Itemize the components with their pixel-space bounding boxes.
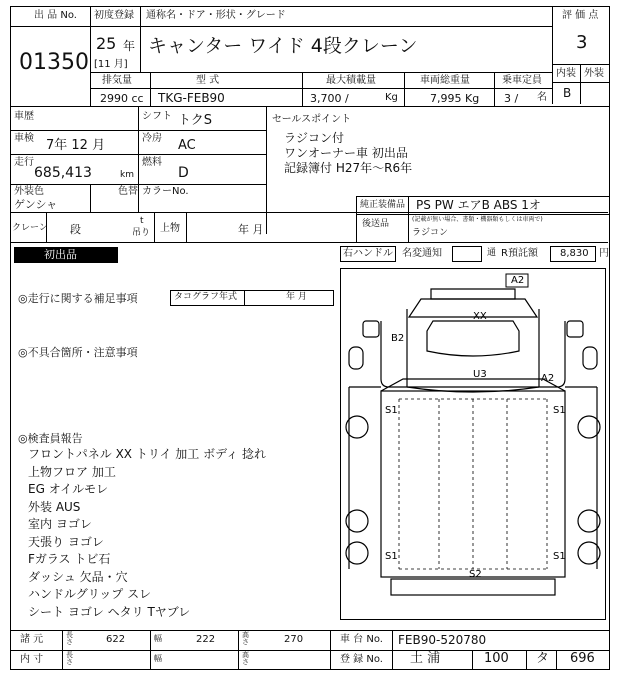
inspector-line: 天張り ヨゴレ	[28, 534, 104, 549]
reg-number: 696	[570, 651, 595, 666]
damage-diagram	[340, 268, 606, 620]
inspector-line: 上物フロア 加工	[28, 464, 116, 479]
mileage-value: 685,413	[34, 165, 92, 181]
reg-year: 25	[96, 34, 117, 53]
truck-diagram-svg	[341, 269, 605, 619]
reg-month: [11 月]	[94, 59, 128, 70]
inspector-line: EG オイルモレ	[28, 482, 109, 496]
interior-grade: B	[563, 86, 572, 100]
inspector-line: ダッシュ 欠品・穴	[28, 569, 128, 584]
diagram-mark: S1	[553, 405, 566, 416]
fuel-value: D	[178, 165, 189, 181]
sales-line: ワンオーナー車 初出品	[284, 146, 408, 160]
crane-t: t	[140, 216, 144, 226]
year-unit: 年	[123, 39, 136, 53]
diagram-mark: S1	[385, 551, 398, 562]
crane-hang: 吊り	[132, 228, 151, 238]
chassis-label: 車 台 No.	[340, 634, 383, 645]
ac-value: AC	[178, 138, 196, 153]
reg-class: 100	[484, 651, 509, 666]
load-value: 3,700 /	[310, 92, 349, 105]
weight-label: 車両総重量	[420, 75, 470, 86]
capacity-value: 3 /	[504, 92, 519, 105]
sales-line: 記録簿付 H27年～R6年	[284, 161, 413, 175]
dimensions-label: 諸 元	[20, 634, 44, 645]
inspector-line: シート ヨゴレ ヘタリ Tヤブレ	[28, 604, 191, 619]
diagram-mark: U3	[473, 369, 487, 380]
inspection-value: 7年 12 月	[46, 138, 106, 153]
lot-label: 出 品 No.	[34, 10, 77, 21]
aftermarket-label: 後送品	[362, 219, 390, 229]
height-value: 270	[284, 634, 304, 645]
color-label: 外装色	[14, 186, 44, 197]
aftermarket-value: ラジコン	[412, 228, 449, 238]
load-unit: Kg	[385, 92, 398, 103]
crane-dan: 段	[70, 223, 81, 236]
r-deposit-label: R預託額	[501, 248, 538, 259]
diagram-mark: B2	[391, 333, 405, 344]
upper-ym: 年 月	[238, 223, 264, 236]
reg-kana: タ	[536, 651, 550, 666]
load-label: 最大積載量	[326, 75, 376, 86]
aftermarket-note: (記載が無い場合、書類・機器類もしくは車両で)	[412, 216, 543, 223]
inspector-line: Fガラス トビ石	[28, 552, 111, 566]
name-label: 通称名・ドア・形状・グレード	[146, 10, 286, 21]
tachograph-ym: 年 月	[286, 292, 307, 302]
defect-title: ◎不具合箇所・注意事項	[18, 346, 138, 359]
weight-value: 7,995 Kg	[430, 92, 480, 105]
supplement-title: ◎走行に関する補足事項	[18, 292, 138, 305]
diagram-mark: S2	[469, 569, 482, 580]
name-change-box	[452, 246, 482, 262]
disp-label: 排気量	[102, 75, 132, 86]
inspector-title: ◎検査員報告	[18, 432, 83, 445]
score-value: 3	[576, 32, 588, 53]
diagram-mark: XX	[473, 311, 487, 322]
model-value: TKG-FEB90	[158, 91, 225, 105]
score-label: 評 価 点	[562, 10, 599, 21]
interior-dims-label: 内 寸	[20, 654, 44, 665]
r-deposit-unit: 円	[599, 248, 609, 259]
length-label-2: 長さ	[66, 651, 73, 666]
upper-label: 上物	[160, 223, 180, 234]
ac-label: 冷房	[142, 133, 162, 144]
history-label: 車歴	[14, 111, 34, 122]
shift-label: シフト	[142, 111, 172, 122]
r-deposit-value: 8,830	[560, 248, 589, 259]
tsuu-label: 通	[487, 248, 497, 258]
inspector-line: ハンドルグリップ スレ	[28, 587, 152, 601]
genuine-equipment-value: PS PW エアB ABS 1オ	[416, 198, 541, 212]
model-label: 型 式	[196, 75, 220, 86]
width-value: 222	[196, 634, 216, 645]
color-no-label: カラーNo.	[142, 186, 189, 197]
capacity-label: 乗車定員	[502, 75, 542, 86]
height-label: 高さ	[242, 631, 249, 646]
height-label-2: 高さ	[242, 651, 249, 666]
inspector-line: フロントパネル XX トリイ 加工 ボディ 捻れ	[28, 447, 266, 461]
fuel-label: 燃料	[142, 157, 162, 168]
shift-value: トクS	[178, 113, 212, 128]
inspector-line: 外装 AUS	[28, 499, 81, 514]
width-label: 幅	[154, 634, 162, 643]
lot-number: 01350	[19, 50, 89, 75]
diagram-mark: A2	[541, 373, 555, 384]
reg-area: 土 浦	[410, 651, 441, 666]
capacity-unit: 名	[537, 92, 547, 103]
first-listing-text: 初出品	[44, 248, 77, 261]
sales-point-label: セールスポイント	[272, 114, 352, 125]
diagram-mark: S1	[385, 405, 398, 416]
reg-label: 初度登録	[94, 10, 134, 21]
inspection-label: 車検	[14, 133, 34, 144]
name-change-label: 名変通知	[402, 248, 442, 259]
diagram-mark: S1	[553, 551, 566, 562]
steering-label: 右ハンドル	[343, 248, 393, 259]
length-label: 長さ	[66, 631, 73, 646]
inspector-report	[28, 446, 328, 621]
chassis-value: FEB90-520780	[398, 633, 487, 647]
color-value: ゲンシャ	[14, 198, 58, 211]
diagram-mark: A2	[511, 275, 525, 286]
disp-value: 2990 cc	[100, 92, 144, 105]
length-value: 622	[106, 634, 126, 645]
tachograph-label: タコグラフ年式	[174, 292, 238, 302]
interior-grade-label: 内装	[556, 68, 576, 79]
crane-label: クレーン	[12, 223, 48, 233]
mileage-unit: km	[120, 170, 134, 180]
reg-no-label: 登 録 No.	[340, 654, 383, 665]
exterior-grade-label: 外装	[584, 68, 604, 79]
car-name: キャンター ワイド 4段クレーン	[148, 35, 418, 57]
mileage-label: 走行	[14, 157, 34, 168]
color-change-label: 色替	[118, 186, 138, 197]
width-label-2: 幅	[154, 654, 162, 663]
sales-line: ラジコン付	[284, 131, 345, 145]
inspector-line: 室内 ヨゴレ	[28, 517, 92, 531]
genuine-equipment-label: 純正装備品	[360, 200, 406, 210]
